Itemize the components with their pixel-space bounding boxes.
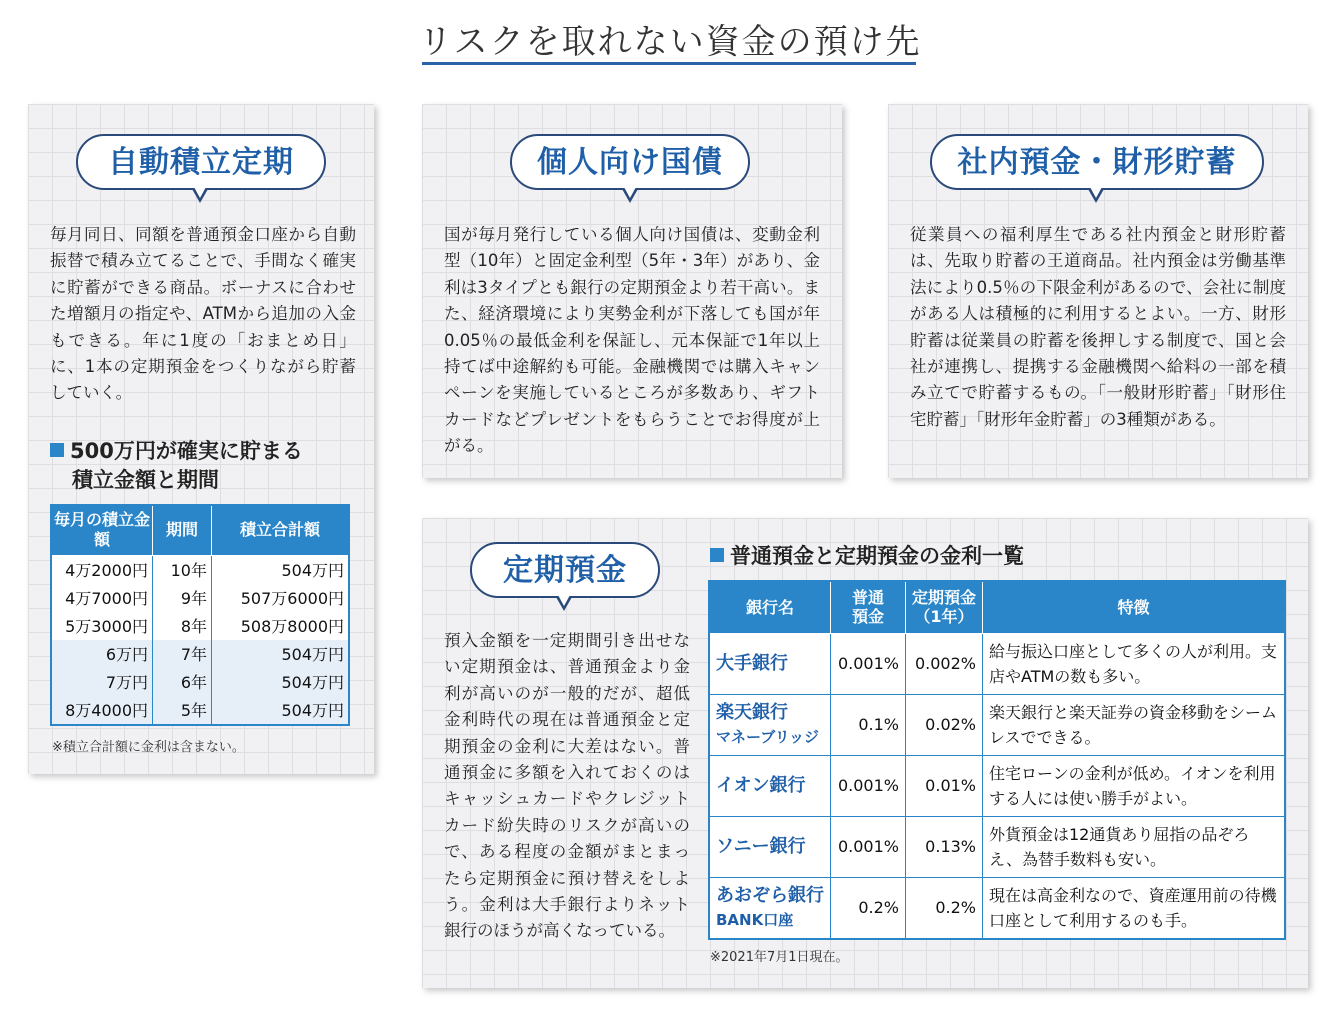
table-row: 7万円 6年 504万円 (51, 668, 349, 696)
table-row: 8万4000円 5年 504万円 (51, 696, 349, 725)
card-jgb (422, 104, 842, 478)
table-header: 積立合計額 (212, 505, 350, 555)
auto-savings-note: ※積立合計額に金利は含まない。 (52, 740, 245, 755)
auto-savings-description: 毎月同日、同額を普通預金口座から自動振替で積み立てることで、手間なく確実に貯蓄ができる商品。ボーナスに合わせた増額月の指定や、ATMから追加の入金もできる。年に1度の「おまとめ日」に、1本の定期預金をつくりながら貯蓄していく。 (50, 225, 356, 403)
table-row: 4万7000円 9年 507万6000円 (51, 584, 349, 612)
rate-table-note: ※2021年7月1日現在。 (710, 950, 849, 965)
table-row: 5万3000円 8年 508万8000円 (51, 612, 349, 640)
fixed-deposit-description: 預入金額を一定期間引き出せない定期預金は、普通預金より金利が高いのが一般的だが、超低金利時代の現在は普通預金と定期預金の金利に大差はない。普通預金に多額を入れておくのはキャッシュカードやクレジットカード紛失時のリスクが高いので、ある程度の金額がまとまったら定期預金に預け替えをしよう。金利は大手銀行よりネット銀行のほうが高くなっている。 (444, 631, 690, 941)
table-row: あおぞら銀行 BANK口座 0.2% 0.2% 現在は高金利なので、資産運用前の待機口座として利用するのも手。 (709, 877, 1285, 939)
table-row: ソニー銀行 0.001% 0.13% 外貨預金は12通貨あり屈指の品ぞろえ、為替手数料も安い。 (709, 816, 1285, 877)
table-row: 楽天銀行 マネーブリッジ 0.1% 0.02% 楽天銀行と楽天証券の資金移動をシームレスでできる。 (709, 694, 1285, 755)
table-row: 4万2000円 10年 504万円 (51, 555, 349, 584)
page-title: リスクを取れない資金の預け先 (418, 22, 922, 62)
table-header: 普通預金 (831, 581, 906, 633)
company-savings-description: 従業員への福利厚生である社内預金と財形貯蓄は、先取り貯蓄の王道商品。社内預金は労働基準法により0.5％の下限金利があるので、会社に制度がある人は積極的に利用するとよい。一方、財形貯蓄は従業員の貯蓄を後押しする制度で、国と会社が連携し、提携する金融機関へ給料の一部を積み立てで貯蓄するもの。「一般財形貯蓄」「財形住宅貯蓄」「財形年金貯蓄」の3種類がある。 (910, 225, 1287, 429)
square-bullet-icon (50, 443, 64, 457)
table-row: イオン銀行 0.001% 0.01% 住宅ローンの金利が低め。イオンを利用する人には使い勝手がよい。 (709, 755, 1285, 816)
table-row: 大手銀行 0.001% 0.002% 給与振込口座として多くの人が利用。支店やATMの数も多い。 (709, 633, 1285, 694)
jgb-bubble-tail (622, 189, 638, 203)
card-auto-savings (28, 104, 374, 774)
jgb-description: 国が毎月発行している個人向け国債は、変動金利型（10年）と固定金利型（5年・3年）があり、金利は3タイプとも銀行の定期預金より若干高い。また、経済環境により実勢金利が下落しても国が年0.05％の最低金利を保証し、元本保証で1年以上持てば中途解約も可能。金融機関では購入キャンペーンを実施しているところが多数あり、ギフトカードなどプレゼントをもらうことでお得度が上がる。 (444, 225, 820, 456)
square-bullet-icon (710, 548, 724, 562)
company-savings-bubble-tail (1088, 189, 1104, 203)
auto-savings-section-heading: 500万円が確実に貯まる 積立金額と期間 (50, 437, 360, 495)
jgb-bubble: 個人向け国債 (510, 134, 750, 190)
auto-savings-table (50, 504, 350, 726)
fixed-deposit-bubble: 定期預金 (470, 542, 660, 598)
title-underline (422, 62, 916, 65)
card-company-savings (888, 104, 1308, 478)
auto-savings-bubble-tail (192, 189, 208, 203)
table-header: 定期預金（1年） (906, 581, 983, 633)
rate-list-heading: 普通預金と定期預金の金利一覧 (710, 542, 1210, 571)
card-fixed-deposit (422, 518, 1308, 988)
table-row: 6万円 7年 504万円 (51, 640, 349, 668)
table-header: 期間 (153, 505, 212, 555)
company-savings-bubble: 社内預金・財形貯蓄 (930, 134, 1264, 190)
table-header: 特徴 (983, 581, 1286, 633)
table-header: 毎月の積立金額 (51, 505, 153, 555)
rate-table (708, 580, 1286, 940)
auto-savings-bubble: 自動積立定期 (76, 134, 326, 190)
fixed-deposit-bubble-tail (556, 597, 572, 611)
table-header: 銀行名 (709, 581, 831, 633)
